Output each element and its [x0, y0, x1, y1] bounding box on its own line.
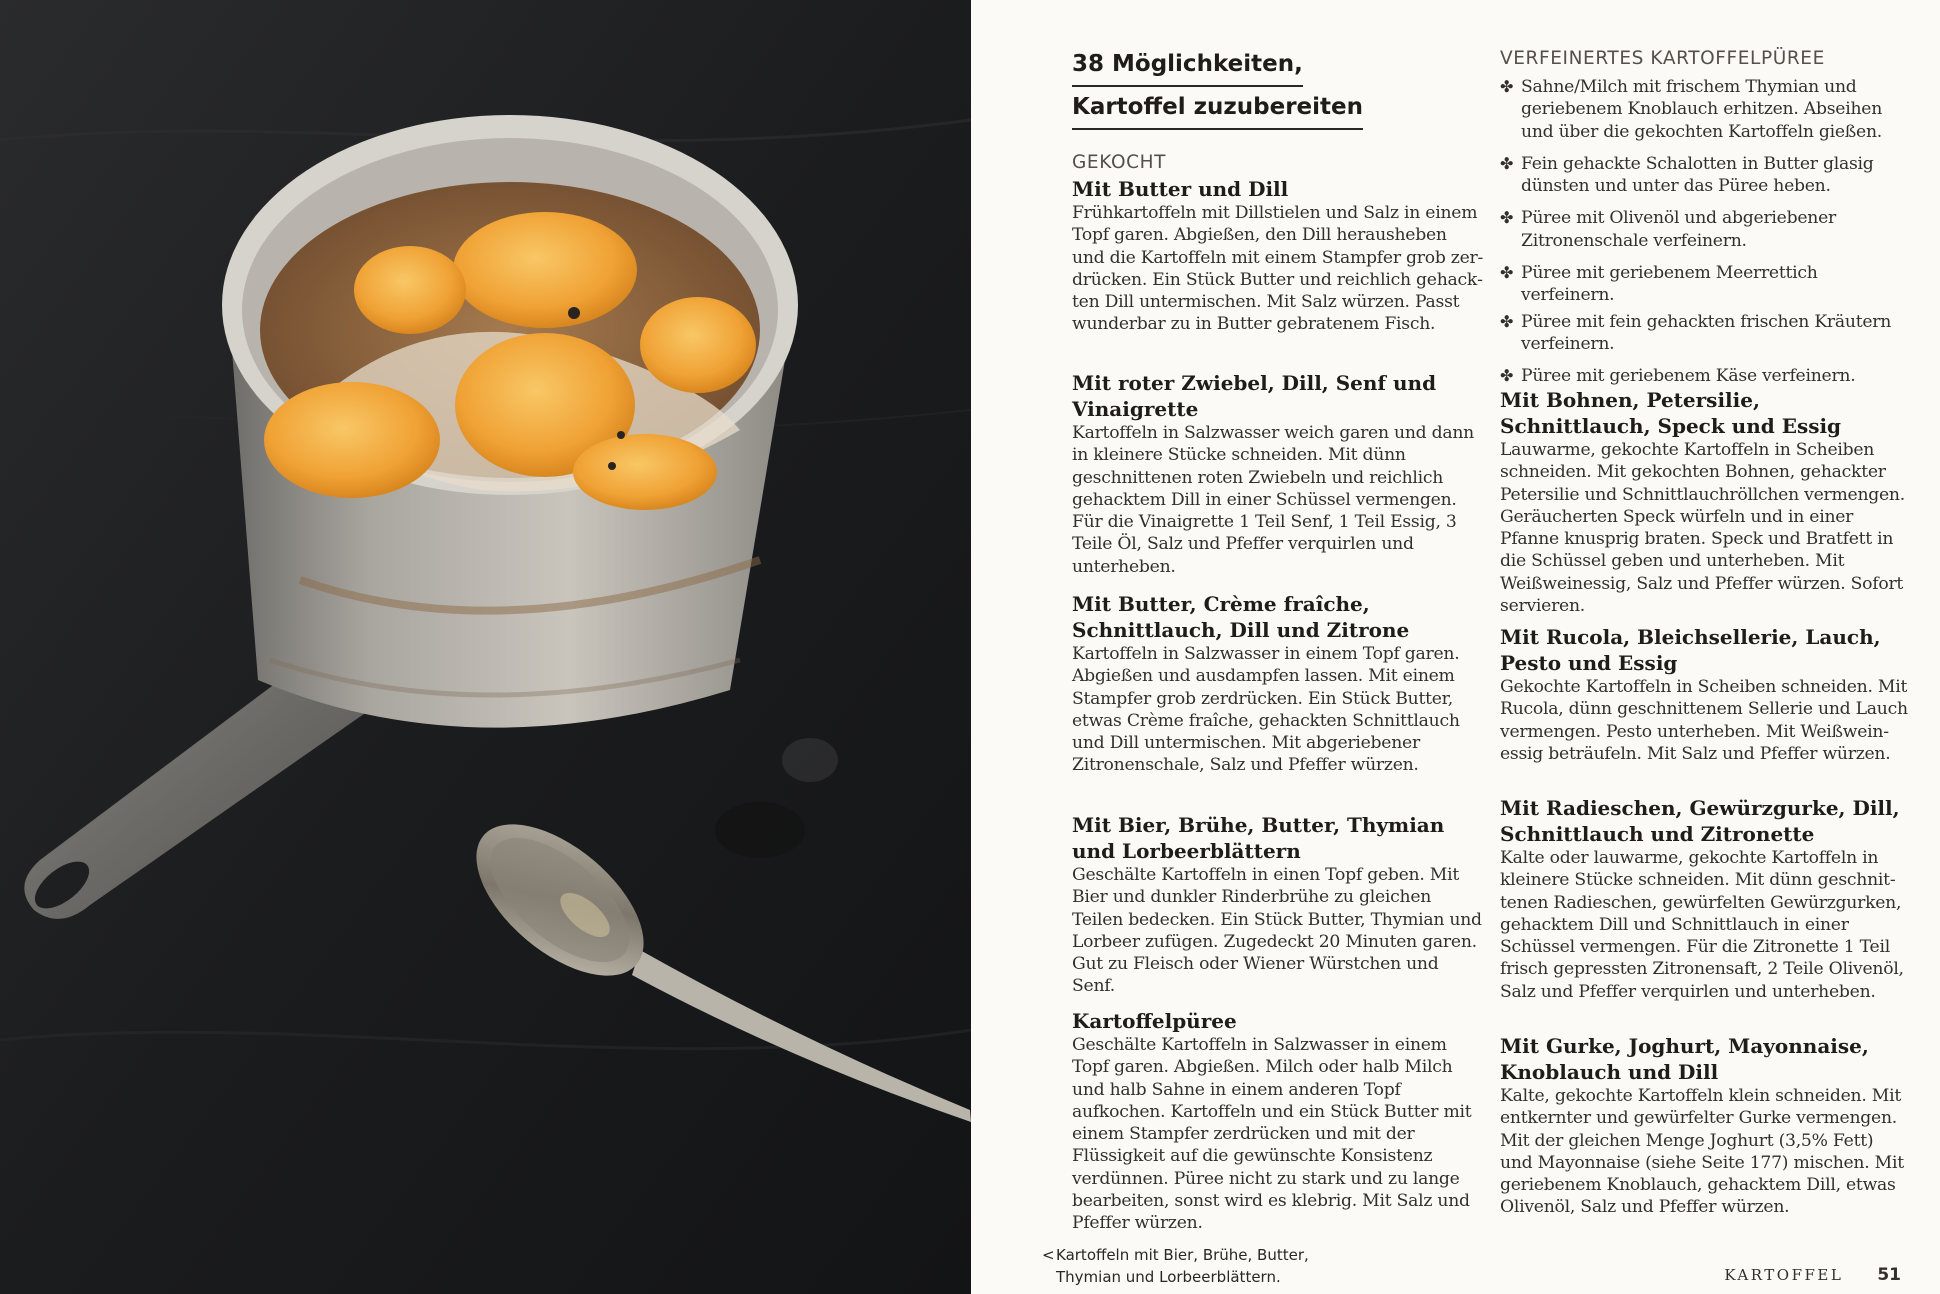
recipe-text: Geschälte Kartoffeln in einen Topf geben. Mit Bier und dunkler Rinderbrühe zu gleichen Teilen bedecken. Ein Stück Butter, Thymian und Lorbeer zufügen. Zugedeckt 20 Minuten garen. Gut zu Fleisch oder Wiener Würstchen und Senf.: [1072, 865, 1482, 997]
page-title: [1072, 44, 1363, 130]
recipe-text: Kartoffeln in Salzwasser in einem Topf garen. Abgießen und ausdampfen lassen. Mit einem Stampfer grob zerdrücken. Ein Stück Butter, etwas Crème fraîche, gehackten Schnittlauch und Dill untermischen. Mit abgeriebener Zitronenschale, Salz und Pfeffer würzen.: [1072, 644, 1460, 776]
recipe-title: Mit roter Zwiebel, Dill, Senf und Vinaigrette: [1072, 371, 1437, 421]
running-section-name: KARTOFFEL: [1724, 1266, 1844, 1284]
recipe-text: Geschälte Kartoffeln in Salzwasser in einem Topf garen. Abgießen. Milch oder halb Milch und halb Sahne in einem anderen Topf aufkochen. Kartoffeln und ein Stück Butter mit einem Stampfer zerdrücken und mit der Flüssigkeit auf die gewünschte Konsistenz verdünnen. Püree nicht zu stark und zu lange bearbeiten, sonst wird es klebrig. Mit Salz und Pfeffer würzen.: [1072, 1035, 1472, 1234]
recipe-block: [1072, 370, 1484, 578]
recipe-title: Mit Bohnen, Petersilie, Schnittlauch, Speck und Essig: [1500, 388, 1842, 438]
recipe-block: [1072, 591, 1484, 777]
bullet-icon: ✤: [1500, 366, 1514, 386]
recipe-title: Mit Butter und Dill: [1072, 177, 1289, 201]
variant-text: Püree mit Olivenöl und abgeriebener Zitronenschale verfeinern.: [1521, 208, 1836, 251]
variant-text: Fein gehackte Schalotten in Butter glasig dünsten und unter das Püree heben.: [1521, 153, 1874, 197]
page-title-line-1: 38 Möglichkeiten,: [1072, 44, 1303, 87]
recipe-title: Mit Rucola, Bleichsellerie, Lauch, Pesto und Essig: [1500, 625, 1881, 675]
recipe-text: Kalte oder lauwarme, gekochte Kartoffeln in kleinere Stücke schneiden. Mit dünn geschnittenen Radieschen, gewürfelten Gewürzgurken, gehacktem Dill und Schnittlauch in einer Schüssel vermengen. Für die Zitronette 1 Teil frisch gepressten Zitronensaft, 2 Teile Olivenöl, Salz und Pfeffer verquirlen und unterheben.: [1500, 848, 1904, 1002]
list-item: [1500, 311, 1910, 356]
list-item: [1500, 262, 1910, 307]
recipe-block: [1072, 812, 1484, 998]
recipe-title: Mit Gurke, Joghurt, Mayonnaise, Knoblauch und Dill: [1500, 1034, 1869, 1084]
recipe-block: [1072, 176, 1484, 336]
list-item: [1500, 365, 1910, 387]
variant-text: Püree mit fein gehackten frischen Kräutern verfeinern.: [1521, 311, 1892, 354]
page-number: 51: [1877, 1265, 1901, 1285]
recipe-block: [1072, 1008, 1484, 1235]
recipe-text: Lauwarme, gekochte Kartoffeln in Scheiben schneiden. Mit gekochten Bohnen, gehackter Petersilie und Schnittlauchröllchen vermengen. Geräucherten Speck würfeln und in einer Pfanne knusprig braten. Speck und Bratfett in die Schüssel geben und unterheben. Mit Weißweinessig, Salz und Pfeffer würzen. Sofort servieren.: [1500, 440, 1905, 617]
variant-text: Püree mit geriebenem Meerrettich verfeinern.: [1521, 263, 1818, 306]
variant-text: Sahne/Milch mit frischem Thymian und geriebenem Knoblauch erhitzen. Abseihen und über die gekochten Kartoffeln gießen.: [1521, 77, 1883, 142]
bullet-icon: ✤: [1500, 311, 1514, 331]
variant-list: [1500, 76, 1910, 398]
recipe-block: [1500, 795, 1910, 1003]
recipe-title: Mit Butter, Crème fraîche, Schnittlauch, Dill und Zitrone: [1072, 592, 1410, 642]
recipe-text: Kalte, gekochte Kartoffeln klein schneiden. Mit entkernter und gewürfelter Gurke vermengen. Mit der gleichen Menge Joghurt (3,5% Fett) und Mayonnaise (siehe Seite 177) mischen. Mit geriebenem Knoblauch, gehacktem Dill, etwas Olivenöl, Salz und Pfeffer würzen.: [1500, 1086, 1904, 1218]
page-title-line-2: Kartoffel zuzubereiten: [1072, 87, 1363, 130]
list-item: [1500, 76, 1910, 143]
bullet-icon: ✤: [1500, 208, 1514, 228]
list-item: [1500, 207, 1910, 252]
recipe-text: Gekochte Kartoffeln in Scheiben schneiden. Mit Rucola, dünn geschnittenem Sellerie und Lauch vermengen. Pesto unterheben. Mit Weißweinessig beträufeln. Mit Salz und Pfeffer würzen.: [1500, 677, 1908, 764]
recipe-text: Frühkartoffeln mit Dillstielen und Salz in einem Topf garen. Abgießen, den Dill herausheben und die Kartoffeln mit einem Stampfer grob zerdrücken. Ein Stück Butter und reichlich gehackten Dill untermischen. Mit Salz würzen. Passt wunderbar zu in Butter gebratenem Fisch.: [1072, 203, 1484, 335]
bullet-icon: ✤: [1500, 77, 1514, 96]
section-label-verfeinertes: VERFEINERTES KARTOFFELPÜREE: [1500, 48, 1825, 69]
photo-caption: [1042, 1244, 1356, 1288]
variant-text: Püree mit geriebenem Käse verfeinern.: [1521, 366, 1856, 387]
recipe-text: Kartoffeln in Salzwasser weich garen und dann in kleinere Stücke schneiden. Mit dünn geschnittenen roten Zwiebeln und reichlich gehacktem Dill in einer Schüssel vermengen. Für die Vinaigrette 1 Teil Senf, 1 Teil Essig, 3 Teile Öl, Salz und Pfeffer verquirlen und unterheben.: [1072, 423, 1474, 577]
caption-arrow-icon: <: [1042, 1246, 1055, 1264]
recipe-title: Mit Radieschen, Gewürzgurke, Dill, Schnittlauch und Zitronette: [1500, 796, 1900, 846]
page-footer: [1724, 1265, 1901, 1285]
recipe-page: [971, 0, 1940, 1294]
section-label-gekocht: GEKOCHT: [1072, 152, 1167, 173]
bullet-icon: ✤: [1500, 263, 1514, 283]
recipe-block: [1500, 387, 1910, 617]
recipe-title: Kartoffelpüree: [1072, 1009, 1237, 1033]
bullet-icon: ✤: [1500, 153, 1514, 173]
caption-line-2: Thymian und Lorbeerblättern.: [1056, 1268, 1281, 1286]
recipe-block: [1500, 624, 1910, 765]
recipe-title: Mit Bier, Brühe, Butter, Thymian und Lorbeerblättern: [1072, 813, 1445, 863]
recipe-block: [1500, 1033, 1910, 1219]
caption-line-1: Kartoffeln mit Bier, Brühe, Butter,: [1056, 1246, 1309, 1264]
list-item: [1500, 153, 1910, 198]
